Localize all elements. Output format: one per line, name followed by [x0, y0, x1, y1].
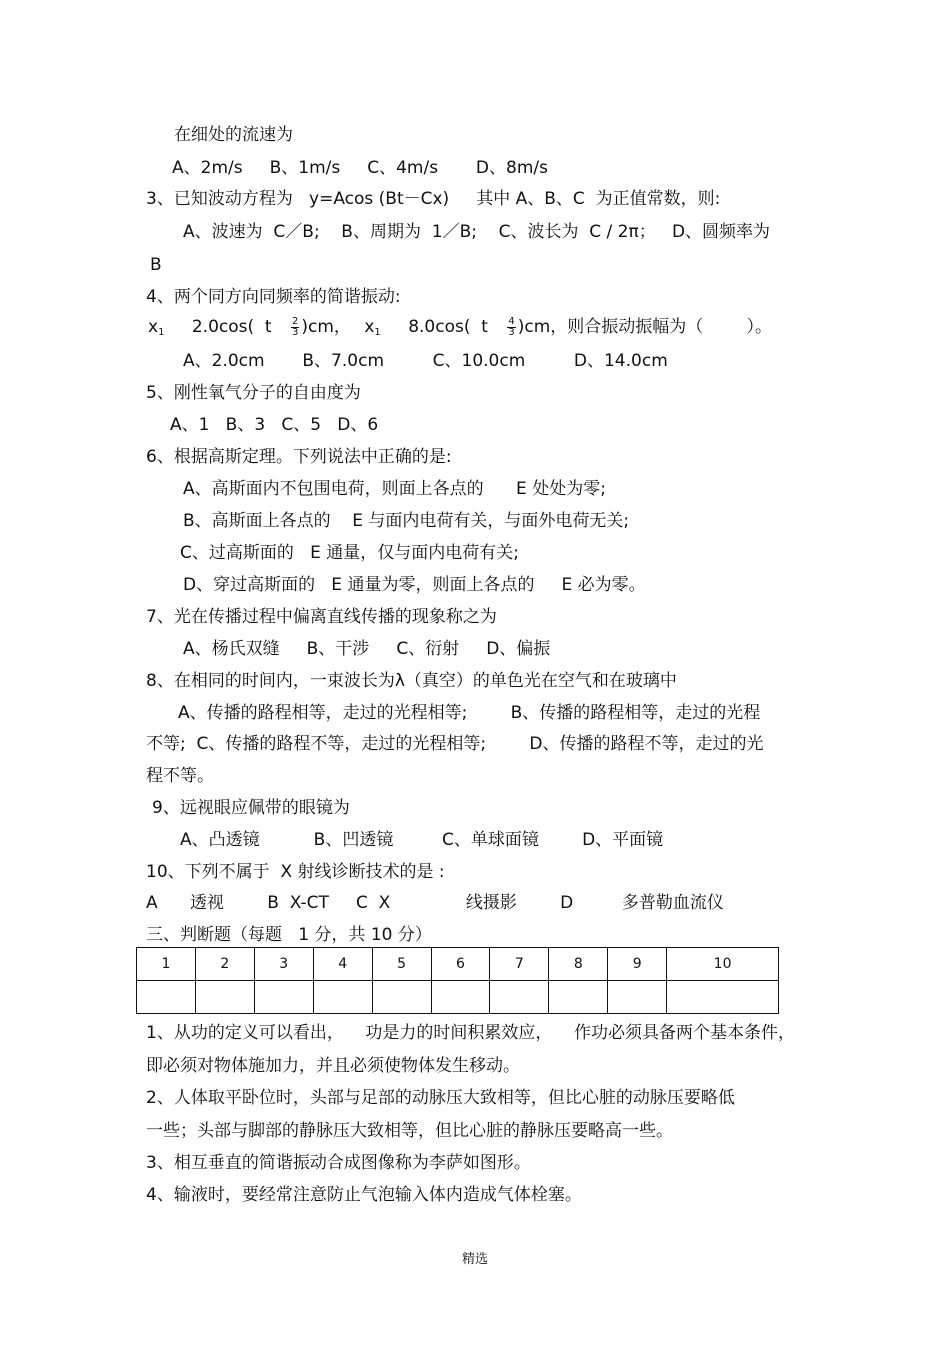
- question-9-stem: 9、远视眼应佩带的眼镜为: [152, 798, 350, 818]
- answer-table-header-row: [137, 948, 779, 981]
- question-5-stem: 5、刚性氧气分子的自由度为: [146, 383, 361, 403]
- judgment-1-line-1: 1、从功的定义可以看出， 功是力的时间积累效应， 作功必须具备两个基本条件，: [146, 1023, 796, 1043]
- question-8-options-1: A、传播的路程相等，走过的光程相等; B、传播的路程相等，走过的光程: [178, 703, 761, 723]
- question-6-stem: 6、根据高斯定理。下列说法中正确的是:: [146, 447, 452, 467]
- question-10-stem: 10、下列不属于 X 射线诊断技术的是 :: [146, 862, 445, 882]
- frac2-denominator: 3: [508, 326, 515, 338]
- judgment-4: 4、输液时，要经常注意防止气泡输入体内造成气体栓塞。: [146, 1185, 582, 1205]
- question-8-options-2: 不等; C、传播的路程不等，走过的光程相等; D、传播的路程不等，走过的光: [146, 734, 764, 754]
- answer-table-header-cell: 3: [254, 948, 313, 981]
- formula-cos1: cos( t: [218, 317, 272, 337]
- question-3-stem: 3、已知波动方程为 y=Acos (Bt－Cx) 其中 A、B、C 为正值常数，则:: [146, 189, 721, 209]
- question-7-stem: 7、光在传播过程中偏离直线传播的现象称之为: [146, 607, 497, 627]
- answer-table-header-cell: 7: [490, 948, 549, 981]
- question-3-options-wrap: B: [150, 255, 162, 275]
- formula-tail: )cm，则合振动振幅为（ ）。: [517, 317, 773, 337]
- question-4-options: A、2.0cm B、7.0cm C、10.0cm D、14.0cm: [183, 351, 668, 371]
- question-8-options-3: 程不等。: [146, 766, 214, 786]
- answer-cell: [431, 981, 490, 1014]
- frac1-numerator: 2: [292, 315, 299, 327]
- answer-table-header-cell: 1: [137, 948, 196, 981]
- question-9-options: A、凸透镜 B、凹透镜 C、单球面镜 D、平面镜: [180, 830, 664, 850]
- question-6-option-c: C、过高斯面的 E 通量，仅与面内电荷有关;: [180, 543, 519, 563]
- answer-table-answer-row: [137, 981, 779, 1014]
- question-4-formula: [148, 316, 772, 344]
- answer-table-header-cell: 10: [667, 948, 779, 981]
- formula-unit1: )cm，: [301, 317, 351, 337]
- answer-cell: [549, 981, 608, 1014]
- formula-amp1: 2.0: [191, 317, 219, 337]
- question-6-option-a: A、高斯面内不包围电荷，则面上各点的 E 处处为零;: [183, 479, 606, 499]
- question-2-options: A、2m/s B、1m/s C、4m/s D、8m/s: [172, 158, 548, 178]
- question-6-option-b: B、高斯面上各点的 E 与面内电荷有关，与面外电荷无关;: [183, 511, 630, 531]
- question-10-options: A 透视 B X-CT C X 线摄影 D 多普勒血流仪: [146, 893, 724, 913]
- question-4-stem: 4、两个同方向同频率的简谐振动:: [146, 287, 401, 307]
- formula-x2-var: x: [364, 317, 375, 337]
- answer-cell: [490, 981, 549, 1014]
- question-7-options: A、杨氏双缝 B、干涉 C、衍射 D、偏振: [183, 639, 551, 659]
- judgment-2-line-1: 2、人体取平卧位时，头部与足部的动脉压大致相等，但比心脏的动脉压要略低: [146, 1088, 735, 1108]
- answer-table-header-cell: 6: [431, 948, 490, 981]
- answer-table-header-cell: 5: [372, 948, 431, 981]
- answer-cell: [254, 981, 313, 1014]
- question-3-options: A、波速为 C／B; B、周期为 1／B; C、波长为 C / 2π； D、圆频率为: [183, 222, 771, 242]
- answer-table-header-cell: 4: [313, 948, 372, 981]
- formula-amp2: 8.0: [408, 317, 436, 337]
- answer-table-header-cell: 9: [608, 948, 667, 981]
- answer-cell: [667, 981, 779, 1014]
- formula-x1-var: x: [148, 317, 159, 337]
- formula-x2-sub: 1: [374, 327, 381, 338]
- answer-cell: [137, 981, 196, 1014]
- formula-frac2: [507, 317, 515, 338]
- answer-cell: [313, 981, 372, 1014]
- question-6-option-d: D、穿过高斯面的 E 通量为零，则面上各点的 E 必为零。: [183, 575, 646, 595]
- judgment-3: 3、相互垂直的简谐振动合成图像称为李萨如图形。: [146, 1153, 531, 1173]
- section-3-heading: 三、判断题（每题 1 分，共 10 分）: [146, 925, 432, 945]
- answer-table-header-cell: 8: [549, 948, 608, 981]
- answer-cell: [608, 981, 667, 1014]
- formula-frac1: [291, 317, 299, 338]
- page-footer: 精选: [461, 1252, 488, 1267]
- formula-cos2: cos( t: [435, 317, 488, 337]
- frac2-numerator: 4: [508, 315, 515, 327]
- question-2-continuation: 在细处的流速为: [174, 125, 293, 145]
- answer-table: [136, 947, 779, 1014]
- question-5-options: A、1 B、3 C、5 D、6: [170, 415, 379, 435]
- judgment-1-line-2: 即必须对物体施加力，并且必须使物体发生移动。: [146, 1056, 520, 1076]
- judgment-2-line-2: 一些；头部与脚部的静脉压大致相等，但比心脏的静脉压要略高一些。: [146, 1121, 673, 1141]
- frac1-denominator: 3: [292, 326, 299, 338]
- answer-cell: [195, 981, 254, 1014]
- question-8-stem: 8、在相同的时间内，一束波长为λ（真空）的单色光在空气和在玻璃中: [146, 671, 677, 691]
- formula-x1-sub: 1: [158, 327, 165, 338]
- answer-table-header-cell: 2: [195, 948, 254, 981]
- answer-cell: [372, 981, 431, 1014]
